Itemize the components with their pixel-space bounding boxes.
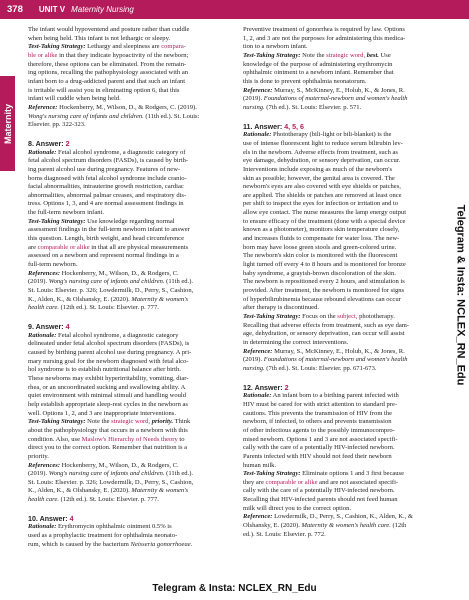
- text-line: age, dehydration, or sensory deprivation, can occur will assist: [243, 330, 405, 338]
- text-line: ophthalmic ointment to a newborn infant. Remember that: [243, 69, 394, 77]
- text-line: K., Alden, K., & Olshansky, E. (2020). Maternity & women's: [28, 295, 189, 303]
- side-tab-label: Maternity: [2, 103, 13, 144]
- text-line: (2019). Wong's nursing care of infants and children. (11th ed.).: [28, 278, 194, 286]
- text-line: and increases fluids to compensate for water loss. The new-: [243, 235, 400, 243]
- question-9-heading: 9. Answer: 4: [28, 323, 70, 331]
- right-column: [243, 26, 455, 539]
- text-line: Preventive treatment of gonorrhea is required by law. Options: [243, 26, 405, 33]
- side-tab-box: [0, 76, 15, 171]
- question-12-heading: 12. Answer: 2: [243, 383, 289, 392]
- text-line: tion to a newborn infant.: [243, 43, 308, 51]
- text-line: References: Hockenberry, M., Wilson, D., & Rodgers, C.: [28, 461, 179, 469]
- text-line: Wong's nursing care of infants and children. (11th ed.). St. Louis:: [28, 112, 200, 120]
- text-line: light turned off every 4 to 8 hours and is monitored for bronze: [243, 261, 406, 269]
- text-line: Test-Taking Strategy: Use knowledge regarding normal: [28, 217, 175, 225]
- text-line: known as a photometer), monitors skin temperature closely,: [243, 226, 400, 234]
- text-line: ing options, recalling the pathophysiology associated with an: [28, 69, 189, 77]
- question-8-heading: 8. Answer: 2: [28, 139, 70, 148]
- text-line: Test-Taking Strategy: Note the strategic word, priority. Think: [28, 418, 191, 426]
- text-line: hol syndrome is to establish nutritional balance after birth.: [28, 366, 181, 374]
- question-11-heading: 11. Answer: 4, 5, 6: [243, 122, 304, 131]
- text-line: used as a prophylactic treatment for ophthalmia neonato-: [28, 532, 178, 540]
- text-line: condition. Also, use Maslow's Hierarchy of Needs theory to: [28, 435, 185, 443]
- text-line: mary nursing goal for the newborn diagnosed with fetal alco-: [28, 357, 189, 365]
- left-column: [28, 26, 240, 549]
- text-line: health care. (12th ed.). St. Louis: Elsevier. p. 777.: [28, 496, 159, 504]
- text-line: Reference: Murray, S., McKinney, E., Holub, K., & Jones, R.: [243, 347, 405, 355]
- text-line: per shift to inspect the eyes for infection or irritation and to: [243, 200, 399, 208]
- text-line: These newborns may exhibit hyperirritability, vomiting, diar-: [28, 374, 189, 382]
- text-line: Recalling that adverse effects from treatment, such as eye dam-: [243, 321, 410, 329]
- text-line: the full-term newborn infant.: [28, 209, 104, 217]
- text-line: priority.: [28, 452, 49, 460]
- text-line: Rationale: Fetal alcohol syndrome, a diagnostic category of: [28, 148, 186, 156]
- text-line: of hyperbilirubinemia because rebound elevations can occur: [243, 295, 401, 303]
- text-line: Rationale: Erythromycin ophthalmic ointment 0.5% is: [28, 523, 172, 531]
- text-line: nursing. (7th ed.). St. Louis: Elsevier. p. 571.: [243, 103, 362, 111]
- text-line: knowledge of the purpose of administering erythromycin: [243, 60, 393, 68]
- text-line: Rationale: Phototherapy (bili-light or bili-blanket) is the: [243, 131, 392, 139]
- text-line: Interventions include exposing as much of the newborn's: [243, 165, 392, 173]
- text-line: nursing. (7th ed.). St. Louis: Elsevier. pp. 671-673.: [243, 364, 377, 372]
- text-line: The newborn's skin color is monitored with the fluorescent: [243, 252, 398, 260]
- section-title: Maternity Nursing: [71, 5, 134, 14]
- text-line: Recalling that HIV-infected parents should not feed human: [243, 496, 398, 504]
- text-line: rum, which is caused by the bacterium Neisseria gonorrhoeae.: [28, 540, 193, 548]
- text-line: is irritable will assist you in eliminating option 6, that this: [28, 86, 180, 94]
- text-line: borns diagnosed with fetal alcohol syndrome include cranio-: [28, 174, 187, 182]
- text-line: they are comparable or alike and are not associated specifi-: [243, 478, 399, 486]
- text-line: abnormalities, abnormal palmar creases, and respiratory dis-: [28, 191, 187, 199]
- text-line: (2019). Foundations of maternal-newborn and women's health: [243, 95, 408, 103]
- watermark-bottom: Telegram & Insta: NCLEX_RN_Edu: [152, 583, 317, 594]
- text-line: (2019). Foundations of maternal-newborn and women's health: [243, 356, 408, 364]
- unit-label: UNIT V: [38, 5, 66, 14]
- text-line: facial abnormalities, intrauterine growth restriction, cardiac: [28, 183, 184, 191]
- text-line: about the pathophysiology that occurs in a newborn with this: [28, 426, 188, 434]
- text-line: tress. Options 1, 3, and 4 are normal assessment findings in: [28, 200, 184, 208]
- text-line: infant born to a drug-addicted parent and that such an infant: [28, 77, 186, 85]
- text-line: after therapy is discontinued.: [243, 304, 319, 312]
- watermark-side-text: Telegram & Insta: NCLEX_RN_Edu: [454, 204, 467, 386]
- text-line: baby syndrome, a grayish-brown discoloration of the skin.: [243, 269, 396, 277]
- text-line: in determining the correct interventions.: [243, 338, 349, 346]
- text-line: mised newborn. Options 1 and 3 are not associated specifi-: [243, 435, 398, 443]
- text-line: rhea, or an uncoordinated sucking and swallowing ability. A: [28, 383, 186, 391]
- text-line: St. Louis: Elsevier. p. 326; Lowdermilk, D., Perry, S., Cashion,: [28, 287, 194, 295]
- text-line: human milk.: [243, 461, 277, 469]
- text-line: ing parent alcohol use during pregnancy. Features of new-: [28, 165, 181, 173]
- text-line: milk will direct you to the correct option.: [243, 504, 351, 512]
- text-line: Rationale: An infant born to a birthing parent infected with: [243, 392, 399, 400]
- text-line: Test-Taking Strategy: Lethargy and sleepiness are compara-: [28, 43, 186, 51]
- text-line: fetal alcohol spectrum disorders (FASDs), is caused by birth-: [28, 157, 189, 165]
- question-10-heading: 10. Answer: 4: [28, 514, 74, 523]
- text-line: cautions. This prevents the transmission of HIV from the: [243, 409, 393, 417]
- text-line: are comparable or alike in that all are physical measurements: [28, 243, 189, 251]
- text-line: caused by birthing parent alcohol use during pregnancy. A pri-: [28, 348, 192, 356]
- text-line: Reference: Hockenberry, M., Wilson, D., & Rodgers, C. (2019).: [28, 103, 197, 111]
- text-line: K., Alden, K., & Olshansky, E. (2020). Maternity & women's: [28, 487, 189, 495]
- text-line: well. Options 1, 2, and 3 are inappropriate interventions.: [28, 409, 176, 417]
- text-line: eye damage, dehydration, or sensory deprivation, can occur.: [243, 157, 401, 165]
- text-line: Reference: Murray, S., McKinney, E., Holub, K., & Jones, R.: [243, 86, 405, 94]
- text-line: allow eye contact. The nurse measures the lamp energy output: [243, 209, 407, 217]
- text-line: assessment findings in the full-term newborn infant to answer: [28, 226, 190, 234]
- text-line: els in the newborn. Adverse effects from treatment, such as: [243, 148, 398, 156]
- text-line: cally with the care of a potentially HIV-infected newborn.: [243, 444, 395, 452]
- text-line: therefore, these options can be eliminated. From the remain-: [28, 60, 187, 68]
- text-line: provided. After treatment, the newborn is monitored for signs: [243, 287, 405, 295]
- text-line: help establish appropriate sleep-rest cycles in the newborn as: [28, 400, 188, 408]
- text-line: delineated under fetal alcohol spectrum disorders (FASDs), is: [28, 340, 190, 348]
- text-line: Reference: Lowdermilk, D., Perry, S., Cashion, K., Alden, K., &: [243, 513, 413, 521]
- text-line: St. Louis: Elsevier. p. 326; Lowdermilk, D., Perry, S., Cashion,: [28, 478, 194, 486]
- text-line: of other infectious agents to the possibly immunocompro-: [243, 426, 395, 434]
- text-line: The newborn is repositioned every 2 hours, and stimulation is: [243, 278, 405, 286]
- text-line: References: Hockenberry, M., Wilson, D., & Rodgers, C.: [28, 269, 179, 277]
- text-line: Rationale: Fetal alcohol syndrome, a diagnostic category: [28, 331, 179, 339]
- text-line: cally with the care of a potentially HIV-infected newborn.: [243, 487, 395, 495]
- text-line: HIV must be cared for with strict attention to standard pre-: [243, 400, 398, 408]
- text-line: use of intense fluorescent light to reduce serum bilirubin lev-: [243, 139, 403, 147]
- page-number: 378: [7, 4, 23, 15]
- text-line: born may have loose green stools and green-colored urine.: [243, 243, 397, 251]
- text-line: infant will cuddle when being held.: [28, 95, 121, 103]
- text-line: this question. Length, birth weight, and head circumference: [28, 235, 184, 243]
- text-line: when being held. This infant is not lethargic or sleepy.: [28, 34, 171, 42]
- text-line: The infant would hypoventend and posture rather than cuddle: [28, 26, 190, 33]
- text-line: Parents infected with HIV should not feed their newborn: [243, 452, 392, 460]
- text-line: Test-Taking Strategy: Focus on the subject, phototherapy.: [243, 313, 395, 320]
- text-line: newborn, if infected, to others and prevents transmission: [243, 418, 392, 426]
- page-header: [0, 0, 469, 19]
- text-line: to ensure efficacy of the treatment (done with a special device: [243, 217, 406, 225]
- text-line: 1, 2, and 3 are not the purposes for administering this medica-: [243, 34, 406, 42]
- text-line: full-term newborn.: [28, 261, 78, 269]
- text-line: Olshansky, E. (2020). Maternity & women's health care. (12th: [243, 522, 407, 530]
- text-line: ed.). St. Louis: Elsevier. p. 772.: [243, 530, 326, 538]
- text-line: assessed on a newborn and represent normal findings in a: [28, 252, 179, 260]
- text-line: Elsevier. pp. 322-323.: [28, 121, 86, 129]
- text-line: health care. (12th ed.). St. Louis: Elsevier. p. 777.: [28, 304, 159, 312]
- text-line: quiet environment with minimal stimuli and handling would: [28, 392, 187, 400]
- text-line: skin as possible; however, the genital area is covered. The: [243, 174, 395, 182]
- text-line: (2019). Wong's nursing care of infants and children. (11th ed.).: [28, 470, 194, 478]
- side-tab: [0, 19, 15, 600]
- text-line: are applied. The shields or patches are removed at least once: [243, 191, 402, 199]
- text-line: ble or alike in that they indicate hypoactivity of the newborn;: [28, 51, 189, 59]
- text-line: Test-Taking Strategy: Note the strategic word, best. Use: [243, 51, 391, 59]
- text-line: this is done to prevent ophthalmia neonatorum.: [243, 77, 367, 85]
- text-line: newborn's eyes are also covered with eye shields or patches,: [243, 183, 401, 191]
- text-line: Test-Taking Strategy: Eliminate options 1 and 3 first because: [243, 470, 404, 478]
- text-line: direct you to the correct option. Remember that nutrition is a: [28, 444, 188, 452]
